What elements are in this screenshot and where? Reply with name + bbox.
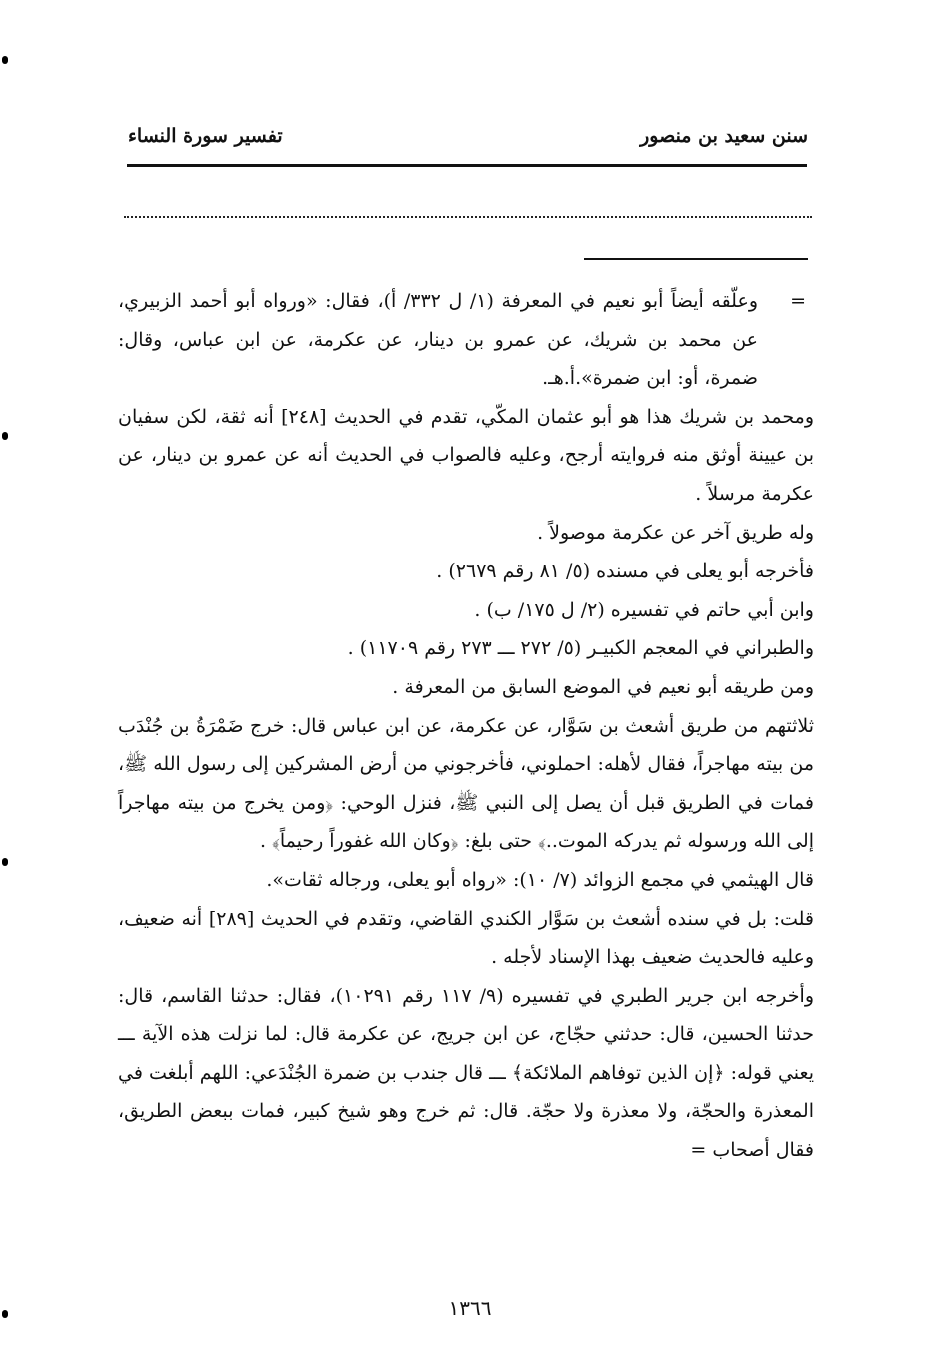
paragraph: قلت: بل في سنده أشعث بن سَوَّار الكندي القاضي، وتقدم في الحديث [٢٨٩] أنه ضعيف، وعليه فالحديث ضعيف بهذا الإسناد لأجله .: [118, 907, 815, 969]
paragraph: وابن أبي حاتم في تفسيره (٢/ ل ١٧٥/ ب) .: [474, 598, 814, 621]
section-title: تفسير سورة النساء: [128, 125, 283, 147]
paragraph: فأخرجه أبو يعلى في مسنده (٥/ ٨١ رقم ٢٦٧٩) .: [436, 560, 814, 583]
paragraph: وله طريق آخر عن عكرمة موصولاً .: [537, 521, 814, 544]
footnote-rule: [584, 258, 808, 260]
paragraph: ومن طريقه أبو نعيم في الموضع السابق من المعرفة .: [392, 675, 814, 698]
book-title: سنن سعيد بن منصور: [640, 125, 808, 147]
paragraph: ثلاثتهم من طريق أشعث بن سَوَّار، عن عكرمة، عن ابن عباس قال: خرج ضَمْرَةُ بن جُنْدَب من بيته مهاجراً، فقال لأهله: احملوني، فأخرجوني من أرض المشركين إلى رسول الله ﷺ، فمات في الطريق قبل أن يصل إلى النبي ﷺ، فنزل الوحي: ﴿ومن يخرج من بيته مهاجراً إلى الله ورسوله ثم يدركه الموت..﴾ حتى بلغ: ﴿وكان الله غفوراً رحيماً﴾ .: [118, 714, 814, 853]
paragraph: والطبراني في المعجم الكبيـر (٥/ ٢٧٢ ـــ ٢٧٣ رقم ١١٧٠٩) .: [347, 637, 814, 660]
paragraph-text: وعلّقه أيضاً أبو نعيم في المعرفة (١/ ل ٣٣٢/ أ)، فقال: «ورواه أبو أحمد الزبيري، عن محمد بن شريك، عن عمرو بن دينار، عن عكرمة، عن ابن عباس، وقال: ضمرة، أو: ابن ضمرة».أ.هـ.: [118, 290, 758, 390]
dotted-divider: [124, 216, 812, 218]
page-number: ١٣٦٦: [448, 1296, 492, 1320]
scan-edge-mark: [2, 1310, 8, 1318]
scan-edge-mark: [2, 432, 8, 440]
paragraph: [118, 282, 814, 398]
scan-edge-mark: [2, 56, 8, 64]
paragraph: وأخرجه ابن جرير الطبري في تفسيره (٩/ ١١٧ رقم ١٠٢٩١)، فقال: حدثنا القاسم، قال: حدثنا الحسين، قال: حدثني حجّاج، عن ابن جريج، عن عكرمة قال: لما نزلت هذه الآية ـــ يعني قوله: ﴿إن الذين توفاهم الملائكة﴾ ـــ قال جندب بن ضمرة الجُنْدَعي: اللهم أبلغت في المعذرة والحجّة، ولا معذرة ولا حجّة. قال: ثم خرج وهو شيخ كبير، فمات ببعض الطريق، فقال أصحاب =: [118, 984, 814, 1162]
scan-edge-mark: [2, 858, 8, 866]
running-header: [128, 118, 808, 154]
paragraph: قال الهيثمي في مجمع الزوائد (٧/ ١٠): «رواه أبو يعلى، ورجاله ثقات».: [266, 868, 814, 891]
paragraph: ومحمد بن شريك هذا هو أبو عثمان المكّي، تقدم في الحديث [٢٤٨] أنه ثقة، لكن سفيان بن عيينة أوثق منه فروايته أرجح، وعليه فالصواب في الحديث أنه عن عمرو بن دينار، عن عكرمة مرسلاً .: [118, 405, 815, 505]
footnote-body: [118, 282, 814, 1170]
continuation-mark: =: [790, 290, 806, 312]
header-rule: [127, 164, 807, 167]
